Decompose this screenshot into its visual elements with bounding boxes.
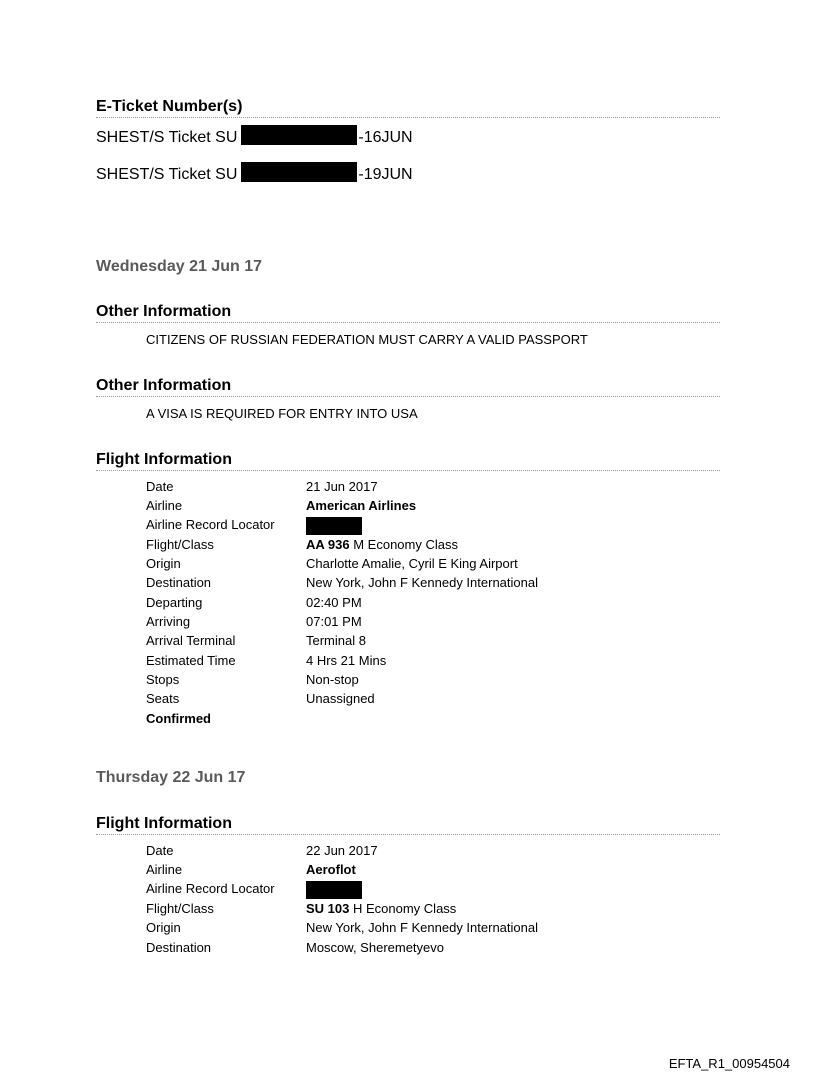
flight-number: AA 936 [306, 537, 350, 552]
visa-note: A VISA IS REQUIRED FOR ENTRY INTO USA [146, 406, 418, 421]
detail-value: Non-stop [306, 672, 359, 687]
eticket-section-title: E-Ticket Number(s) [96, 98, 720, 118]
detail-value: 22 Jun 2017 [306, 843, 378, 858]
detail-label: Arriving [146, 614, 191, 629]
booking-status: Confirmed [146, 711, 211, 726]
detail-value [306, 517, 362, 535]
ticket-line-1 [96, 125, 413, 147]
detail-label: Seats [146, 691, 180, 706]
detail-value: New York, John F Kennedy International [306, 575, 538, 590]
detail-label: Departing [146, 595, 203, 610]
document-id: EFTA_R1_00954504 [668, 1056, 790, 1071]
flight-number: SU 103 [306, 901, 350, 916]
redacted-record-locator [306, 881, 362, 899]
ticket-prefix: SHEST/S Ticket SU [96, 166, 238, 183]
detail-label: Airline [146, 498, 183, 513]
detail-label: Origin [146, 920, 181, 935]
ticket-prefix: SHEST/S Ticket SU [96, 129, 238, 146]
redacted-record-locator [306, 517, 362, 535]
detail-value [306, 901, 456, 917]
detail-label: Date [146, 479, 174, 494]
detail-value: 4 Hrs 21 Mins [306, 653, 387, 668]
redacted-ticket-number [241, 125, 357, 145]
flight-information-title: Flight Information [96, 815, 720, 835]
detail-label: Destination [146, 940, 212, 955]
detail-value: Moscow, Sheremetyevo [306, 940, 445, 955]
detail-value: 02:40 PM [306, 595, 362, 610]
detail-label: Destination [146, 575, 212, 590]
detail-value: 07:01 PM [306, 614, 362, 629]
ticket-suffix: -16JUN [358, 129, 413, 146]
other-information-title: Other Information [96, 303, 720, 323]
detail-label: Airline Record Locator [146, 517, 275, 532]
travel-class: M Economy Class [349, 537, 458, 552]
detail-label: Date [146, 843, 174, 858]
detail-label: Estimated Time [146, 653, 236, 668]
detail-label: Flight/Class [146, 901, 214, 916]
detail-value: Charlotte Amalie, Cyril E King Airport [306, 556, 518, 571]
detail-label: Airline [146, 862, 183, 877]
ticket-suffix: -19JUN [358, 166, 413, 183]
redacted-ticket-number [241, 162, 357, 182]
day-header-thursday: Thursday 22 Jun 17 [96, 769, 246, 786]
detail-value: Unassigned [306, 691, 375, 706]
detail-value: Aeroflot [306, 862, 356, 877]
detail-value [306, 537, 458, 553]
detail-label: Arrival Terminal [146, 633, 236, 648]
flight-information-title: Flight Information [96, 451, 720, 471]
detail-value: Terminal 8 [306, 633, 366, 648]
detail-value: American Airlines [306, 498, 417, 513]
ticket-line-2 [96, 162, 413, 184]
other-information-title: Other Information [96, 377, 720, 397]
passport-note: CITIZENS OF RUSSIAN FEDERATION MUST CARRY A VALID PASSPORT [146, 332, 588, 347]
detail-label: Flight/Class [146, 537, 214, 552]
detail-label: Origin [146, 556, 181, 571]
detail-value: 21 Jun 2017 [306, 479, 378, 494]
detail-label: Stops [146, 672, 180, 687]
travel-class: H Economy Class [349, 901, 457, 916]
detail-value [306, 881, 362, 899]
detail-value: New York, John F Kennedy International [306, 920, 538, 935]
detail-label: Airline Record Locator [146, 881, 275, 896]
day-header-wednesday: Wednesday 21 Jun 17 [96, 258, 262, 275]
